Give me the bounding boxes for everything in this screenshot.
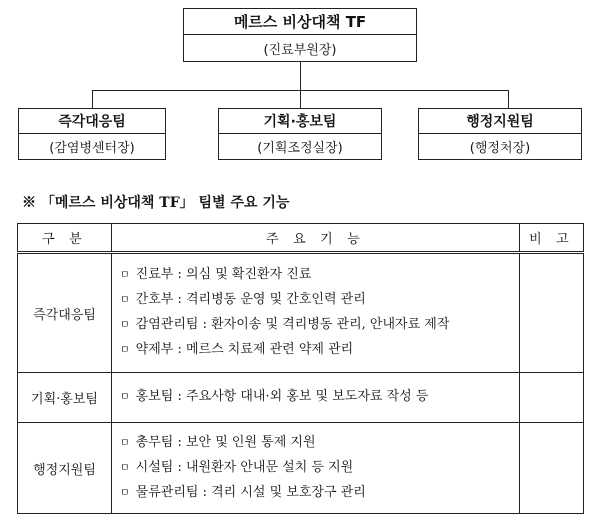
list-item — [120, 263, 519, 288]
org-team-sub: (감염병센터장) — [49, 141, 135, 156]
list-item — [120, 385, 519, 410]
header-remarks: 비 고 — [520, 224, 584, 253]
function-text: 진료부 : 의심 및 확진환자 진료 — [135, 267, 312, 282]
functions-cell — [112, 423, 520, 514]
org-team-name: 즉각대응팀 — [19, 109, 165, 134]
table-row — [18, 253, 584, 373]
table-row — [18, 423, 584, 514]
org-team-name: 기획·홍보팀 — [219, 109, 381, 134]
team-cell: 행정지원팀 — [18, 423, 112, 514]
functions-cell — [112, 253, 520, 373]
square-bullet-icon: ㅁ — [120, 270, 130, 281]
list-item — [120, 313, 519, 338]
function-text: 약제부 : 메르스 치료제 관련 약제 관리 — [135, 342, 354, 357]
org-top-box — [183, 8, 417, 62]
team-cell: 기획·홍보팀 — [18, 373, 112, 423]
square-bullet-icon: ㅁ — [120, 345, 130, 356]
function-text: 홍보팀 : 주요사항 대내·외 홍보 및 보도자료 작성 등 — [135, 389, 429, 404]
section-note: ※ 「메르스 비상대책 TF」 팀별 주요 기능 — [22, 195, 290, 211]
table-row — [18, 373, 584, 423]
table-header-row — [18, 224, 584, 253]
org-connector-left — [92, 90, 93, 108]
team-function-table — [17, 223, 584, 514]
square-bullet-icon: ㅁ — [120, 295, 130, 306]
org-team-box — [18, 108, 166, 160]
remarks-cell — [520, 423, 584, 514]
list-item — [120, 456, 519, 481]
list-item — [120, 338, 519, 363]
function-text: 물류관리팀 : 격리 시설 및 보호장구 관리 — [135, 484, 366, 500]
function-text: 간호부 : 격리병동 운영 및 간호인력 관리 — [135, 292, 366, 307]
org-connector-vertical — [300, 62, 301, 90]
remarks-cell — [520, 253, 584, 373]
function-text: 감염관리팀 : 환자이송 및 격리병동 관리, 안내자료 제작 — [135, 317, 450, 332]
org-team-sub: (행정처장) — [469, 141, 531, 156]
list-item — [120, 288, 519, 313]
functions-cell — [112, 373, 520, 423]
list-item — [120, 431, 519, 456]
org-connector-middle — [300, 90, 301, 108]
square-bullet-icon: ㅁ — [120, 487, 130, 499]
header-functions: 주 요 기 능 — [112, 224, 520, 253]
org-top-name: 메르스 비상대책 TF — [184, 9, 416, 35]
org-team-box — [418, 108, 582, 160]
square-bullet-icon: ㅁ — [120, 320, 130, 331]
square-bullet-icon: ㅁ — [120, 462, 130, 474]
square-bullet-icon: ㅁ — [120, 392, 130, 403]
square-bullet-icon: ㅁ — [120, 437, 130, 449]
org-connector-right — [508, 90, 509, 108]
org-team-name: 행정지원팀 — [419, 109, 581, 134]
org-team-sub: (기획조정실장) — [257, 141, 343, 156]
remarks-cell — [520, 373, 584, 423]
header-category: 구 분 — [18, 224, 112, 253]
org-team-box — [218, 108, 382, 160]
function-text: 총무팀 : 보안 및 인원 통제 지원 — [135, 434, 316, 450]
team-cell: 즉각대응팀 — [18, 253, 112, 373]
function-text: 시설팀 : 내원환자 안내문 설치 등 지원 — [135, 459, 354, 475]
list-item — [120, 481, 519, 506]
org-top-sub: (진료부원장) — [263, 42, 337, 58]
